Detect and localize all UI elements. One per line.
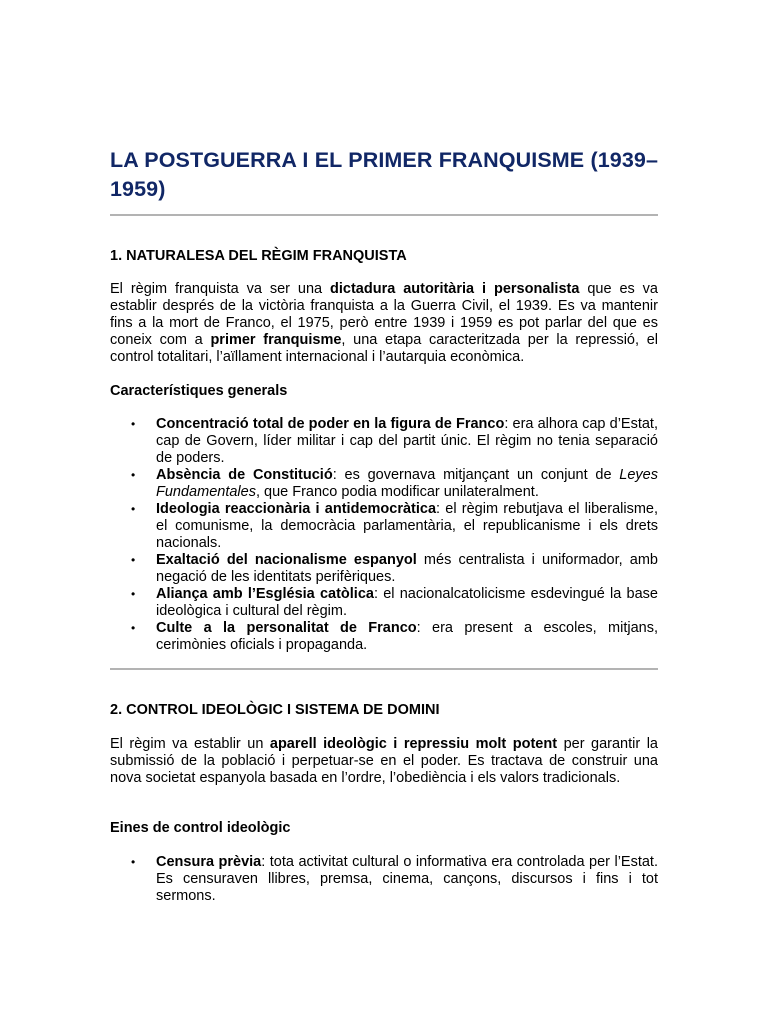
list-item-lead: Concentració total de poder en la figura de Franco: [156, 416, 505, 432]
list-item-italic: Leyes Fundamentales: [156, 467, 658, 500]
text-run: , una etapa caracteritzada per la repressió, el control totalitari, l’aïllament internacional i l’autarquia econòmica.: [110, 332, 658, 366]
list-item-text: : era alhora cap d’Estat, cap de Govern, líder militar i cap del partit únic. El règim no tenia separació de poders.: [156, 416, 658, 466]
list-item-lead: Exaltació del nacionalisme espanyol: [156, 552, 417, 568]
bullet-icon: •: [131, 621, 136, 635]
list-item-text: : el règim rebutjava el liberalisme, el comunisme, la democràcia parlamentària, el republicanisme i els drets nacionals.: [156, 501, 658, 551]
list-item-lead: Ideologia reaccionària i antidemocràtica: [156, 501, 437, 517]
list-item: [110, 501, 658, 552]
bold-text-run: dictadura autoritària i personalista: [330, 281, 580, 297]
list-item: [110, 416, 658, 467]
bullet-icon: •: [131, 417, 136, 431]
list-item-text: : era present a escoles, mitjans, cerimònies oficials i propaganda.: [156, 620, 658, 653]
list-item-text: : tota activitat cultural o informativa era controlada per l’Estat. Es censuraven llibres, premsa, cinema, cançons, discursos i fins i tot sermons.: [156, 854, 658, 904]
list-item-lead: Absència de Constitució: [156, 467, 333, 483]
list-item: [110, 467, 658, 501]
text-run: que es va establir després de la victòria franquista a la Guerra Civil, el 1939. Es va mantenir fins a la mort de Franco, el 1975, però entre 1939 i 1959 es pot parlar del que es coneix com a: [110, 281, 658, 349]
text-run: El règim franquista va ser una: [110, 281, 331, 297]
list-item: [110, 552, 658, 586]
control-tools-list: [110, 854, 658, 905]
bullet-icon: •: [131, 468, 136, 482]
horizontal-divider: [110, 668, 658, 670]
list-item: [110, 620, 658, 654]
bullet-icon: •: [131, 502, 136, 516]
section-1-intro-paragraph: [110, 281, 658, 366]
bullet-icon: •: [131, 587, 136, 601]
section-heading-1: 1. NATURALESA DEL RÈGIM FRANQUISTA: [110, 248, 407, 264]
list-item-text: : es governava mitjançant un conjunt de: [332, 467, 620, 483]
section-heading-2: 2. CONTROL IDEOLÒGIC I SISTEMA DE DOMINI: [110, 702, 440, 718]
list-item-lead: Censura prèvia: [156, 854, 262, 870]
subheading-ideological-control-tools: Eines de control ideològic: [110, 820, 291, 836]
list-item-lead: Aliança amb l’Església catòlica: [156, 586, 374, 602]
bullet-icon: •: [131, 855, 136, 869]
bullet-icon: •: [131, 553, 136, 567]
text-run: per garantir la submissió de la població i perpetuar-se en el poder. Es tractava de construir una nova societat espanyola basada en l’ordre, l’obediència i els valors tradicionals.: [110, 736, 659, 787]
text-run: El règim va establir un: [110, 736, 270, 752]
subheading-general-characteristics: Característiques generals: [110, 383, 288, 399]
list-item: [110, 586, 658, 620]
list-item-text: , que Franco podia modificar unilateralment.: [255, 484, 539, 500]
characteristics-list: [110, 416, 658, 654]
list-item-lead: Culte a la personalitat de Franco: [156, 620, 417, 636]
bold-text-run: aparell ideològic i repressiu molt potent: [269, 736, 558, 752]
section-2-intro-paragraph: [110, 736, 658, 787]
document-title: LA POSTGUERRA I EL PRIMER FRANQUISME (1939–1959): [110, 148, 658, 201]
list-item: [110, 854, 658, 905]
bold-text-run: primer franquisme: [210, 332, 342, 349]
horizontal-divider: [110, 214, 658, 216]
list-item-text: més centralista i uniformador, amb negació de les identitats perifèriques.: [156, 552, 658, 585]
list-item-text: : el nacionalcatolicisme esdevingué la base ideològica i cultural del règim.: [156, 586, 658, 619]
